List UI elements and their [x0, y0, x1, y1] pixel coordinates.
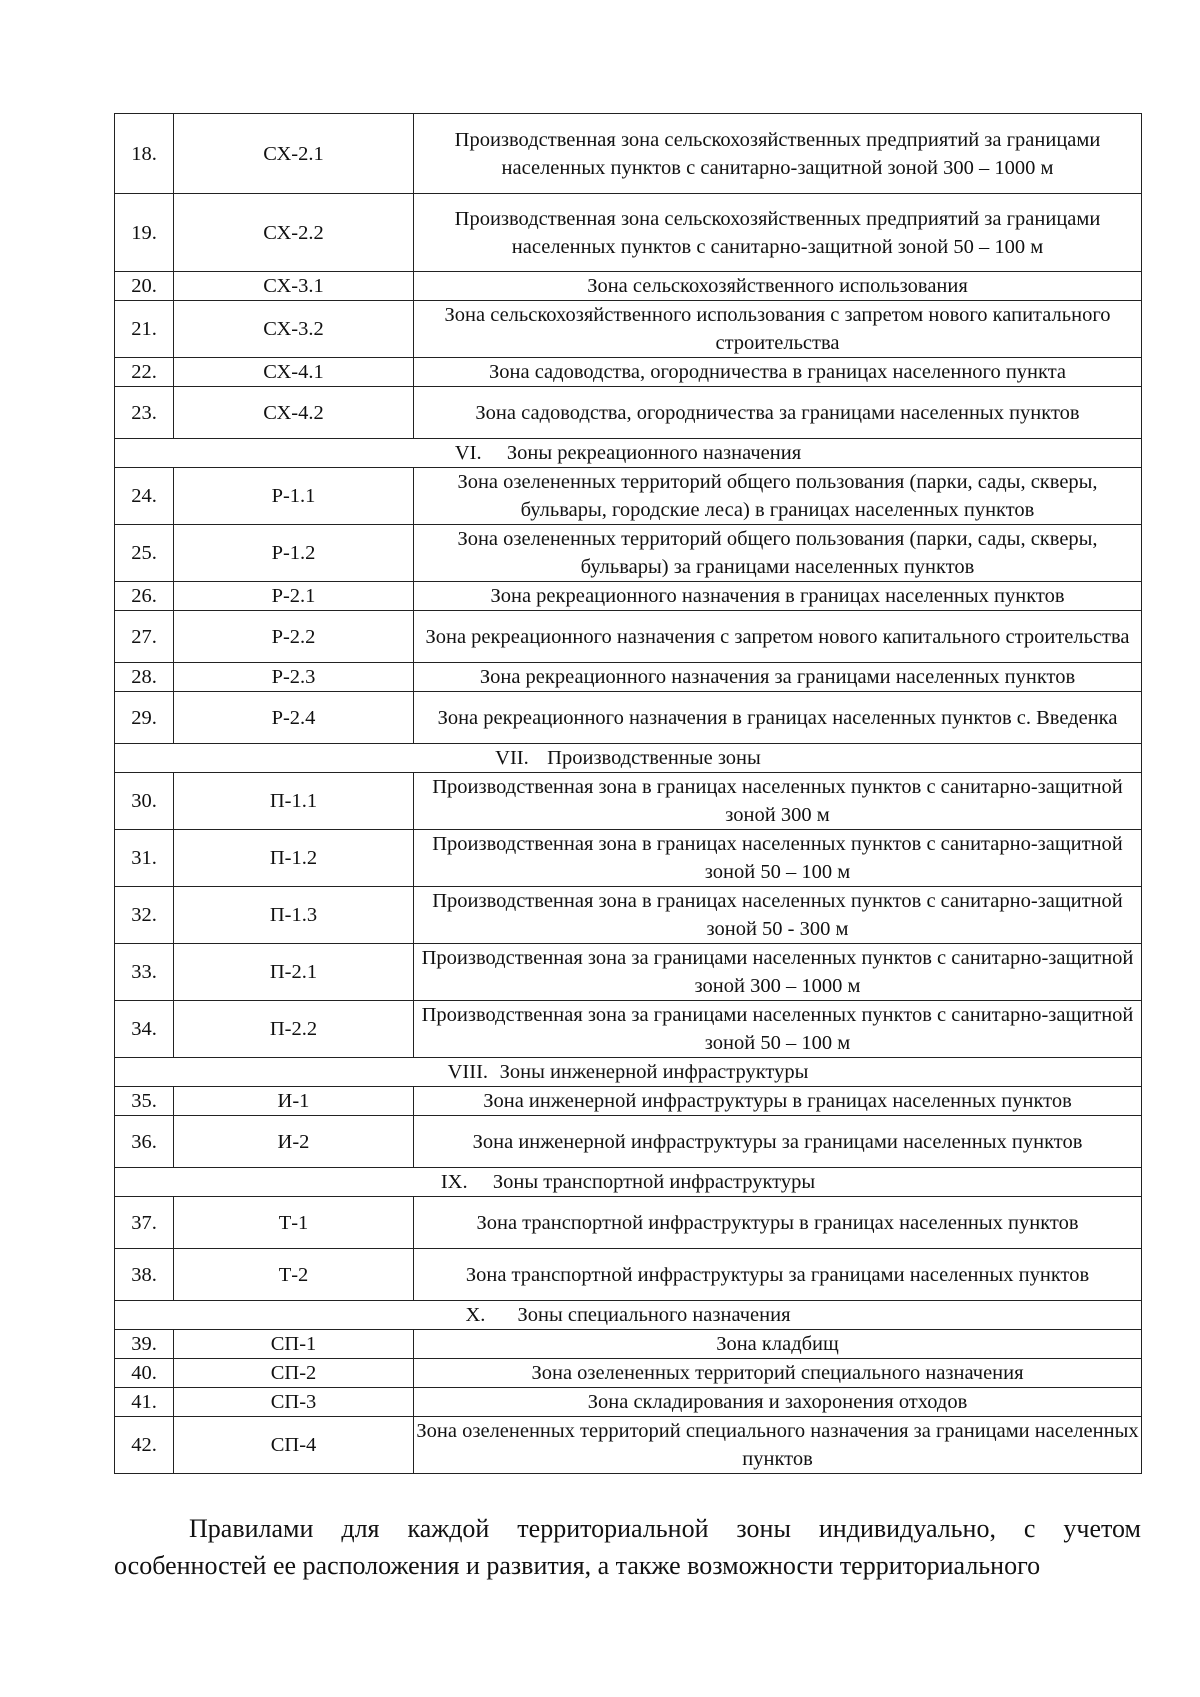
table-row	[115, 1417, 1142, 1474]
section-heading	[441, 1168, 815, 1196]
section-header-row	[115, 439, 1142, 468]
zone-description: Зона рекреационного назначения в границах населенных пунктов с. Введенка	[414, 692, 1142, 744]
section-title: Зоны инженерной инфраструктуры	[499, 1061, 809, 1083]
zone-description: Зона озелененных территорий общего пользования (парки, сады, скверы, бульвары) за границами населенных пунктов	[414, 525, 1142, 582]
section-heading	[455, 439, 801, 467]
zone-code: И-2	[174, 1116, 414, 1168]
row-number: 30.	[115, 773, 174, 830]
section-number: VI.	[454, 442, 482, 464]
zone-code: Т-1	[174, 1197, 414, 1249]
section-header-cell	[115, 744, 1142, 773]
body-paragraph: Правилами для каждой территориальной зоны индивидуально, с учетом особенностей ее расположения и развития, а также возможности территориального	[114, 1514, 1141, 1580]
row-number: 32.	[115, 887, 174, 944]
table-row	[115, 358, 1142, 387]
row-number: 21.	[115, 301, 174, 358]
zone-description: Зона транспортной инфраструктуры в границах населенных пунктов	[414, 1197, 1142, 1249]
table-row	[115, 114, 1142, 194]
section-header-row	[115, 1301, 1142, 1330]
row-number: 38.	[115, 1249, 174, 1301]
zone-description: Зона рекреационного назначения за границами населенных пунктов	[414, 663, 1142, 692]
row-number: 24.	[115, 468, 174, 525]
zone-code: СХ-2.2	[174, 194, 414, 272]
zone-code: П-1.1	[174, 773, 414, 830]
zone-description: Зона транспортной инфраструктуры за границами населенных пунктов	[414, 1249, 1142, 1301]
zone-description: Производственная зона сельскохозяйственных предприятий за границами населенных пунктов с санитарно-защитной зоной 50 – 100 м	[414, 194, 1142, 272]
row-number: 20.	[115, 272, 174, 301]
row-number: 18.	[115, 114, 174, 194]
section-heading	[448, 1058, 809, 1086]
zones-table	[114, 113, 1142, 1474]
section-header-row	[115, 744, 1142, 773]
zone-code: Р-2.4	[174, 692, 414, 744]
section-heading	[465, 1301, 790, 1329]
zone-code: П-1.2	[174, 830, 414, 887]
table-row	[115, 1087, 1142, 1116]
zone-code: Р-1.2	[174, 525, 414, 582]
zone-code: СП-2	[174, 1359, 414, 1388]
table-row	[115, 387, 1142, 439]
zone-code: СП-4	[174, 1417, 414, 1474]
zone-code: П-2.1	[174, 944, 414, 1001]
section-header-cell	[115, 439, 1142, 468]
table-row	[115, 663, 1142, 692]
zone-description: Зона озелененных территорий специального назначения	[414, 1359, 1142, 1388]
zone-description: Зона рекреационного назначения в границах населенных пунктов	[414, 582, 1142, 611]
section-title: Зоны транспортной инфраструктуры	[492, 1171, 816, 1193]
zone-description: Зона садоводства, огородничества за границами населенных пунктов	[414, 387, 1142, 439]
row-number: 27.	[115, 611, 174, 663]
table-row	[115, 468, 1142, 525]
zone-description: Зона инженерной инфраструктуры за границами населенных пунктов	[414, 1116, 1142, 1168]
zone-description: Зона складирования и захоронения отходов	[414, 1388, 1142, 1417]
zone-description: Производственная зона за границами населенных пунктов с санитарно-защитной зоной 50 – 100 м	[414, 1001, 1142, 1058]
section-title: Производственные зоны	[547, 747, 761, 769]
zone-code: И-1	[174, 1087, 414, 1116]
table-row	[115, 582, 1142, 611]
zone-description: Зона инженерной инфраструктуры в границах населенных пунктов	[414, 1087, 1142, 1116]
zone-description: Производственная зона сельскохозяйственных предприятий за границами населенных пунктов с санитарно-защитной зоной 300 – 1000 м	[414, 114, 1142, 194]
zone-code: Р-2.3	[174, 663, 414, 692]
zone-description: Зона озелененных территорий специального назначения за границами населенных пунктов	[414, 1417, 1142, 1474]
row-number: 25.	[115, 525, 174, 582]
table-row	[115, 692, 1142, 744]
zones-table-body	[115, 114, 1142, 1474]
section-number: X.	[465, 1304, 486, 1326]
row-number: 35.	[115, 1087, 174, 1116]
zone-description: Зона сельскохозяйственного использования с запретом нового капитального строительства	[414, 301, 1142, 358]
zone-code: Р-1.1	[174, 468, 414, 525]
section-title: Зоны специального назначения	[517, 1304, 791, 1326]
section-header-cell	[115, 1058, 1142, 1087]
zone-code: Т-2	[174, 1249, 414, 1301]
section-number: VIII.	[447, 1061, 489, 1083]
table-row	[115, 1249, 1142, 1301]
table-row	[115, 944, 1142, 1001]
table-row	[115, 773, 1142, 830]
table-row	[115, 1001, 1142, 1058]
row-number: 23.	[115, 387, 174, 439]
section-header-cell	[115, 1301, 1142, 1330]
section-heading	[495, 744, 761, 772]
section-title: Зоны рекреационного назначения	[506, 442, 802, 464]
table-row	[115, 1116, 1142, 1168]
zone-description: Зона кладбищ	[414, 1330, 1142, 1359]
row-number: 29.	[115, 692, 174, 744]
table-row	[115, 301, 1142, 358]
zone-code: СХ-4.2	[174, 387, 414, 439]
row-number: 31.	[115, 830, 174, 887]
zone-code: П-1.3	[174, 887, 414, 944]
zone-description: Производственная зона в границах населенных пунктов с санитарно-защитной зоной 50 – 100 м	[414, 830, 1142, 887]
zone-code: Р-2.2	[174, 611, 414, 663]
table-row	[115, 887, 1142, 944]
row-number: 34.	[115, 1001, 174, 1058]
section-header-row	[115, 1058, 1142, 1087]
section-header-row	[115, 1168, 1142, 1197]
section-header-cell	[115, 1168, 1142, 1197]
table-row	[115, 272, 1142, 301]
zone-description: Зона рекреационного назначения с запретом нового капитального строительства	[414, 611, 1142, 663]
zone-code: СХ-3.2	[174, 301, 414, 358]
zone-code: СП-3	[174, 1388, 414, 1417]
table-row	[115, 1197, 1142, 1249]
row-number: 40.	[115, 1359, 174, 1388]
table-row	[115, 1330, 1142, 1359]
zone-code: СХ-2.1	[174, 114, 414, 194]
row-number: 28.	[115, 663, 174, 692]
zone-code: СХ-4.1	[174, 358, 414, 387]
zone-description: Производственная зона за границами населенных пунктов с санитарно-защитной зоной 300 – 1000 м	[414, 944, 1142, 1001]
zone-description: Производственная зона в границах населенных пунктов с санитарно-защитной зоной 300 м	[414, 773, 1142, 830]
zone-code: Р-2.1	[174, 582, 414, 611]
zone-code: СХ-3.1	[174, 272, 414, 301]
row-number: 33.	[115, 944, 174, 1001]
row-number: 36.	[115, 1116, 174, 1168]
zone-description: Зона озелененных территорий общего пользования (парки, сады, скверы, бульвары, городские леса) в границах населенных пунктов	[414, 468, 1142, 525]
table-row	[115, 1388, 1142, 1417]
table-row	[115, 611, 1142, 663]
row-number: 26.	[115, 582, 174, 611]
row-number: 22.	[115, 358, 174, 387]
table-row	[115, 194, 1142, 272]
section-number: IX.	[440, 1171, 468, 1193]
zone-code: П-2.2	[174, 1001, 414, 1058]
row-number: 37.	[115, 1197, 174, 1249]
row-number: 19.	[115, 194, 174, 272]
zone-description: Зона сельскохозяйственного использования	[414, 272, 1142, 301]
row-number: 42.	[115, 1417, 174, 1474]
table-row	[115, 525, 1142, 582]
zone-description: Производственная зона в границах населенных пунктов с санитарно-защитной зоной 50 - 300 м	[414, 887, 1142, 944]
table-row	[115, 830, 1142, 887]
row-number: 41.	[115, 1388, 174, 1417]
section-number: VII.	[495, 747, 529, 769]
zone-code: СП-1	[174, 1330, 414, 1359]
row-number: 39.	[115, 1330, 174, 1359]
zone-description: Зона садоводства, огородничества в границах населенного пункта	[414, 358, 1142, 387]
table-row	[115, 1359, 1142, 1388]
